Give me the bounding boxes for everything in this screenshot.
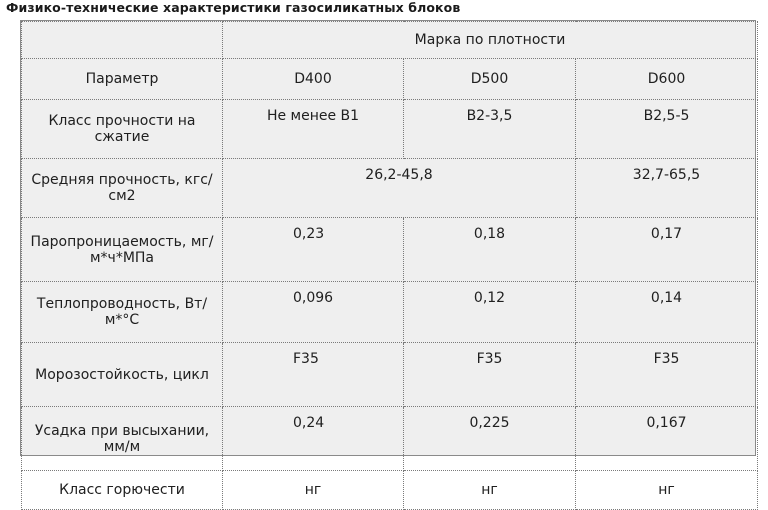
row-param-label: Класс горючести [22,471,223,510]
cell-value: нг [404,471,576,510]
table-row [22,282,758,343]
cell-value: F35 [404,343,576,407]
cell-value-merged: 26,2-45,8 [223,159,576,218]
table-row [22,159,758,218]
row-param-label: Класс прочности на сжатие [22,100,223,159]
cell-value: 0,12 [404,282,576,343]
row-param-label: Паропроницаемость, мг/м*ч*МПа [22,218,223,282]
row-param-label: Средняя прочность, кгс/см2 [22,159,223,218]
cell-value: 0,167 [576,407,758,471]
cell-value: 0,225 [404,407,576,471]
group-header-row [22,22,758,59]
cell-value: F35 [576,343,758,407]
table-row [22,343,758,407]
table-row [22,100,758,159]
cell-value: 0,23 [223,218,404,282]
cell-value: В2-3,5 [404,100,576,159]
cell-value: 32,7-65,5 [576,159,758,218]
cell-value: В2,5-5 [576,100,758,159]
corner-cell [22,22,223,59]
row-param-label: Усадка при высыхании, мм/м [22,407,223,471]
page-title: Физико-технические характеристики газосиликатных блоков [6,0,461,15]
cell-value: Не менее В1 [223,100,404,159]
properties-table [20,20,756,498]
density-grade-header: Марка по плотности [223,22,758,59]
cell-value: 0,14 [576,282,758,343]
properties-grid [21,21,758,510]
cell-value: F35 [223,343,404,407]
row-param-label: Теплопроводность, Вт/м*°С [22,282,223,343]
table-row [22,407,758,471]
column-header-d400: D400 [223,59,404,100]
cell-value: 0,18 [404,218,576,282]
cell-value: 0,096 [223,282,404,343]
table-row [22,218,758,282]
table-row [22,471,758,510]
cell-value: нг [576,471,758,510]
column-header-d600: D600 [576,59,758,100]
cell-value: 0,17 [576,218,758,282]
cell-value: нг [223,471,404,510]
column-header-d500: D500 [404,59,576,100]
row-param-label: Морозостойкость, цикл [22,343,223,407]
cell-value: 0,24 [223,407,404,471]
column-header-row [22,59,758,100]
param-header: Параметр [22,59,223,100]
